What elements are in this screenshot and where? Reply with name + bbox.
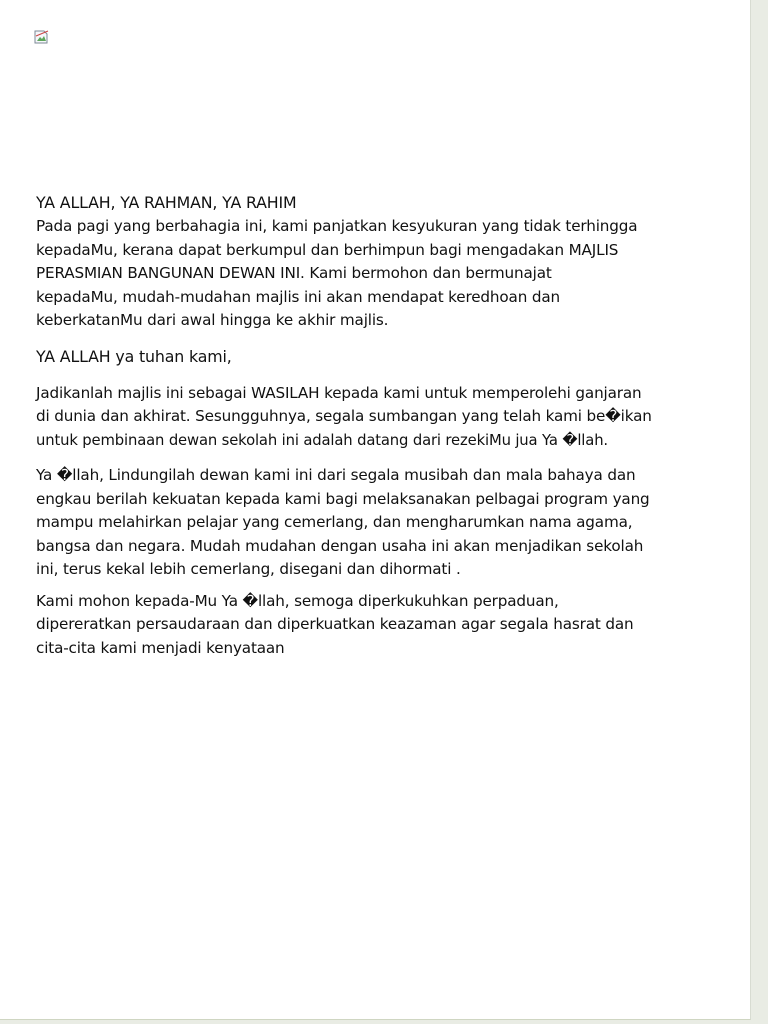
paragraph-line: dipereratkan persaudaraan dan diperkuatkan keazaman agar segala hasrat dan [36,615,634,633]
paragraph-line: Pada pagi yang berbahagia ini, kami panjatkan kesyukuran yang tidak terhingga [36,217,638,235]
heading-tuhan-kami: YA ALLAH ya tuhan kami, [36,346,232,366]
paragraph-line: keberkatanMu dari awal hingga ke akhir majlis. [36,311,389,329]
paragraph-line: untuk pembinaan dewan sekolah ini adalah datang dari rezekiMu jua Ya �llah. [36,431,608,449]
broken-image-icon [34,30,50,44]
paragraph-line: mampu melahirkan pelajar yang cemerlang, dan mengharumkan nama agama, [36,513,633,531]
paragraph-lindungilah [36,464,736,582]
paragraph-wasilah [36,382,736,453]
heading-ya-allah: YA ALLAH, YA RAHMAN, YA RAHIM [36,193,297,212]
paragraph-line: cita-cita kami menjadi kenyataan [36,638,285,657]
paragraph-line: bangsa dan negara. Mudah mudahan dengan usaha ini akan menjadikan sekolah [36,536,644,555]
paragraph-line: kepadaMu, kerana dapat berkumpul dan berhimpun bagi mengadakan MAJLIS [36,240,619,259]
paragraph-mohon [36,590,736,661]
paragraph-line: di dunia dan akhirat. Sesungguhnya, segala sumbangan yang telah kami be�ikan [36,407,652,425]
paragraph-line: Ya �llah, Lindungilah dewan kami ini dari segala musibah dan mala bahaya dan [36,466,636,484]
paragraph-line: Kami mohon kepada-Mu Ya �llah, semoga diperkukuhkan perpaduan, [36,591,559,610]
paragraph-opening [36,215,736,333]
paragraph-line: engkau berilah kekuatan kepada kami bagi melaksanakan pelbagai program yang [36,489,650,508]
prayer-text [36,191,736,660]
paragraph-line: PERASMIAN BANGUNAN DEWAN INI. Kami bermohon dan bermunajat [36,264,552,282]
paragraph-line: Jadikanlah majlis ini sebagai WASILAH kepada kami untuk memperolehi ganjaran [36,383,642,402]
paragraph-line: kepadaMu, mudah-mudahan majlis ini akan mendapat keredhoan dan [36,287,560,306]
paragraph-line: ini, terus kekal lebih cemerlang, disegani dan dihormati . [36,560,461,578]
